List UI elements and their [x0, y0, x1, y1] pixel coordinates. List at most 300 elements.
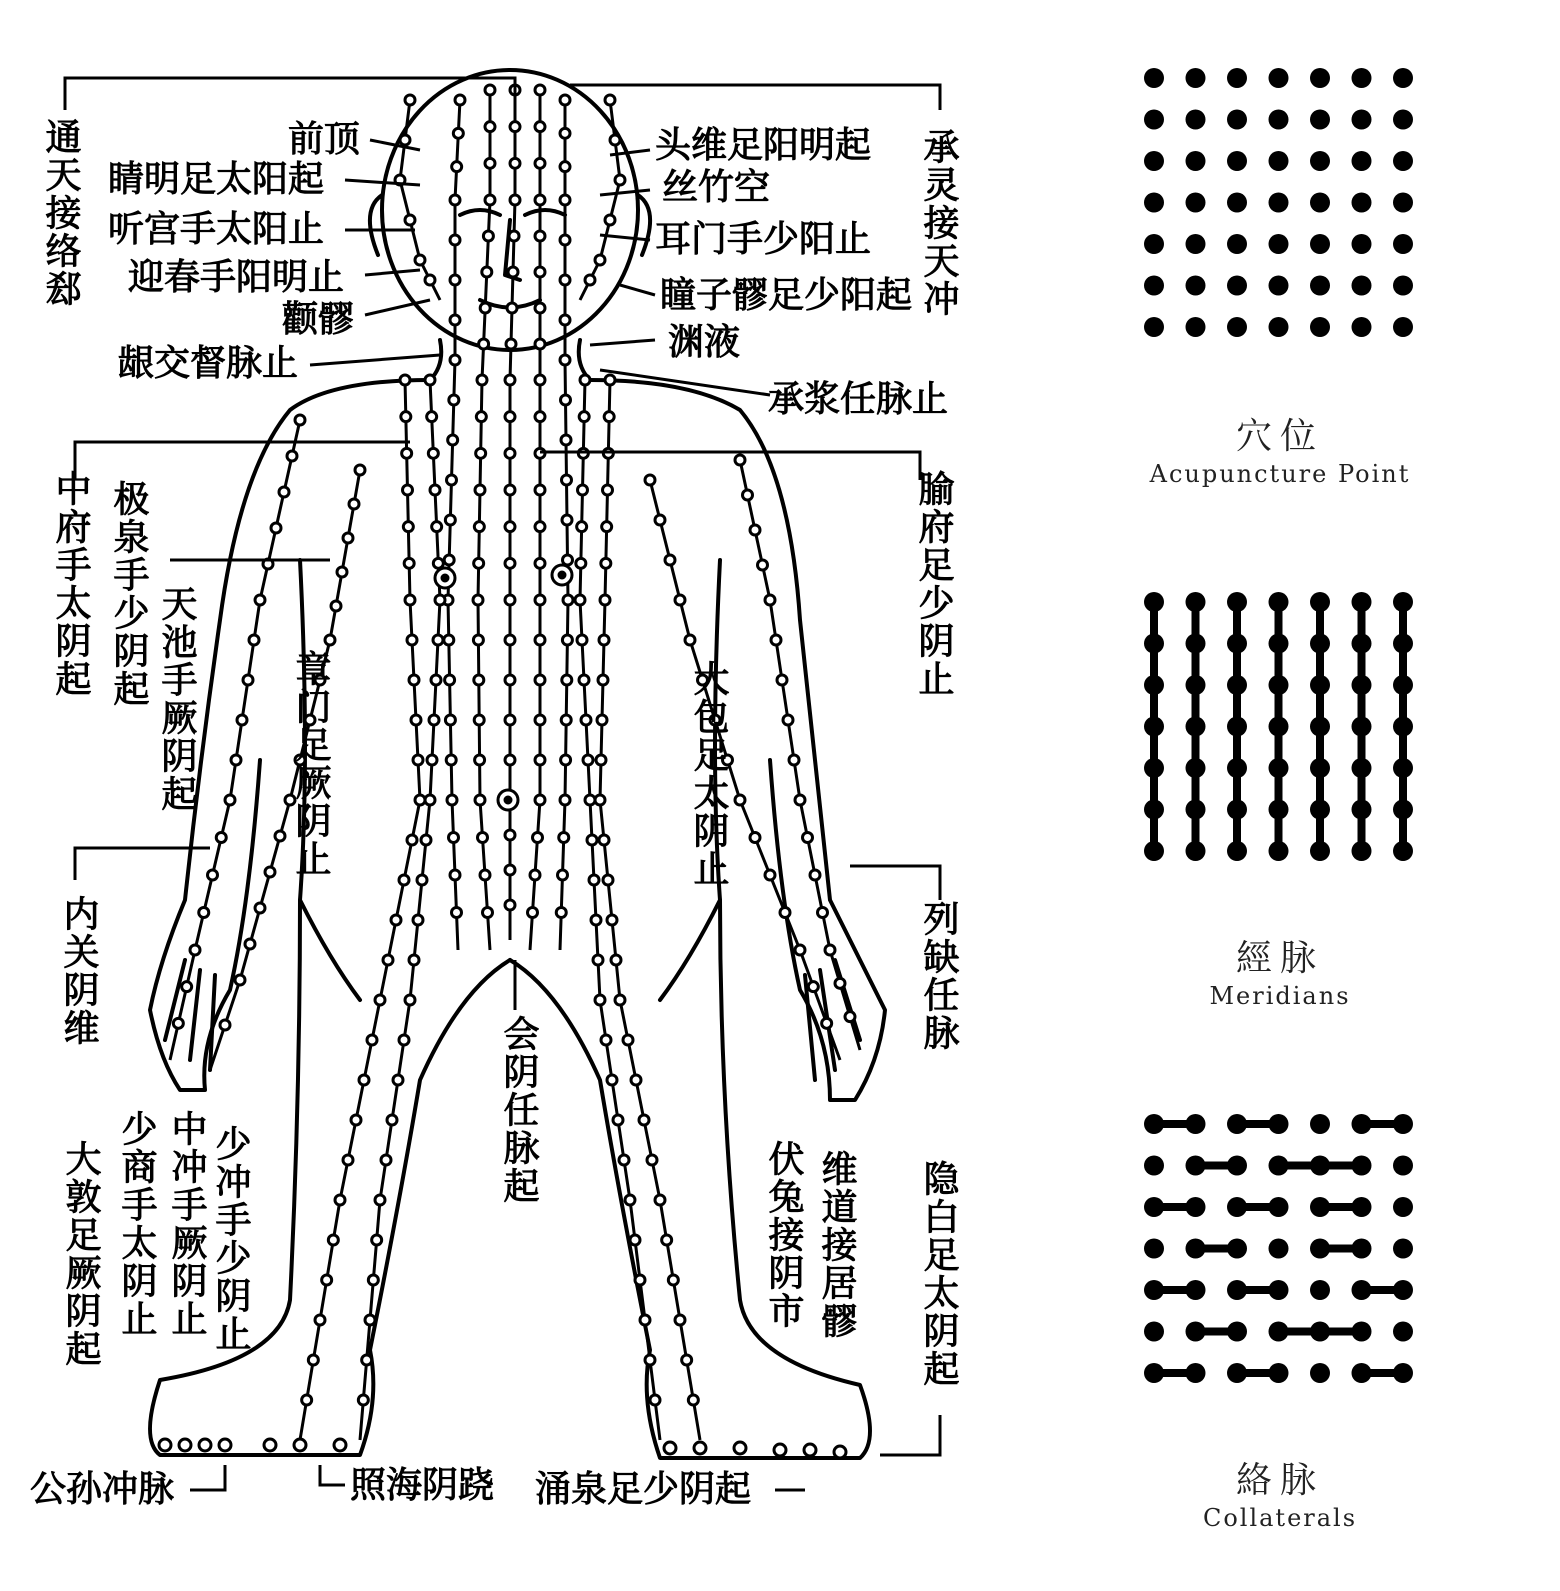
acupoint [602, 522, 612, 532]
acupoint [561, 395, 571, 405]
acupoint [453, 128, 463, 138]
acupoint [381, 1155, 391, 1165]
acupoint [368, 1275, 378, 1285]
acupoint [535, 231, 545, 241]
legend-dot [1269, 234, 1289, 254]
label-neiguan: 内关阴维 [58, 895, 99, 1047]
acupoint [560, 235, 570, 245]
legend-dot [1144, 193, 1164, 213]
acupoint [507, 303, 517, 313]
label-shaochong: 少冲手少阴止 [210, 1125, 251, 1353]
legend-dot [1144, 717, 1164, 737]
legend-dot [1186, 758, 1206, 778]
label-gongsun: 公孙冲脉 [30, 1469, 175, 1510]
acupoint [427, 755, 437, 765]
acupoint [579, 675, 589, 685]
legend-dot [1144, 592, 1164, 612]
legend-dot [1310, 276, 1330, 296]
legend-dot [1186, 717, 1206, 737]
legend-dot [1352, 1322, 1372, 1342]
legend-dot [1310, 717, 1330, 737]
legend-dot [1393, 110, 1413, 130]
acupoint [645, 1355, 655, 1365]
legend-dot [1393, 193, 1413, 213]
acupoint [665, 555, 675, 565]
meridian-line [478, 90, 490, 950]
acupoint [446, 755, 456, 765]
acupoint [675, 1315, 685, 1325]
legend-dot [1186, 1239, 1206, 1259]
legend-dot [1144, 1114, 1164, 1134]
legend-dot [1186, 276, 1206, 296]
acupoint [485, 158, 495, 168]
legend-dot [1310, 1239, 1330, 1259]
legend-dot [1352, 1114, 1372, 1134]
acupoint [476, 448, 486, 458]
acupoint [591, 915, 601, 925]
acupoint [560, 128, 570, 138]
acupoint [563, 555, 573, 565]
label-chengling: 承灵接天冲 [918, 128, 959, 318]
acupoint [399, 875, 409, 885]
acupoint [400, 375, 410, 385]
acupoint [607, 1075, 617, 1085]
acupoint [818, 908, 828, 918]
label-shufu: 腧府足少阴止 [913, 470, 954, 698]
acupoint [562, 475, 572, 485]
acupoint [225, 795, 235, 805]
acupoint [735, 795, 745, 805]
acupoint [413, 915, 423, 925]
acupoint [343, 1155, 353, 1165]
acupoint [619, 1155, 629, 1165]
acupoint [328, 1235, 338, 1245]
acupoint [528, 908, 538, 918]
legend-title-zh: 經脉 [1235, 938, 1324, 979]
acupoint [473, 635, 483, 645]
acupoint [562, 675, 572, 685]
acupoint [429, 715, 439, 725]
acupoint [580, 375, 590, 385]
acupoint [435, 595, 445, 605]
acupoint [685, 635, 695, 645]
legend-dot [1186, 1197, 1206, 1217]
acupoint [407, 835, 417, 845]
acupoint [795, 795, 805, 805]
acupoint [647, 1155, 657, 1165]
label-ermen: 耳门手少阳止 [655, 219, 872, 260]
acupoint [771, 635, 781, 645]
acupoint [559, 572, 565, 578]
label-sizhukong: 丝竹空 [662, 167, 771, 208]
acupoint [765, 870, 775, 880]
legend-dot [1269, 800, 1289, 820]
acupoint [758, 560, 768, 570]
label-yinjiao: 龈交督脉止 [118, 343, 299, 384]
legend-dot [1310, 1363, 1330, 1383]
acupoint [315, 1315, 325, 1325]
acupoint [505, 900, 515, 910]
acupoint [325, 635, 335, 645]
acupoint [610, 135, 620, 145]
label-yinbai: 隐白足太阴起 [918, 1160, 959, 1388]
acupoint [535, 485, 545, 495]
legend-dot [1227, 1114, 1247, 1134]
acupoint [682, 1355, 692, 1365]
acupoint [509, 231, 519, 241]
acupoint [615, 175, 625, 185]
legend-dot [1269, 1156, 1289, 1176]
acupoint [421, 835, 431, 845]
label-shaoshang: 少商手太阴止 [116, 1110, 157, 1338]
legend-dot [1227, 110, 1247, 130]
acupoint [255, 903, 265, 913]
label-zhongchong: 中冲手厥阴止 [166, 1110, 207, 1338]
acupoint [235, 975, 245, 985]
legend-dot [1144, 800, 1164, 820]
acupoint [505, 485, 515, 495]
label-qianding: 前顶 [288, 119, 361, 160]
acupoint [433, 558, 443, 568]
acupoint [578, 485, 588, 495]
acupoint [433, 635, 443, 645]
legend-dot [1269, 68, 1289, 88]
acupoint [593, 955, 603, 965]
acupoint [255, 595, 265, 605]
legend-dot [1186, 841, 1206, 861]
acupoint [444, 555, 454, 565]
legend-dot [1144, 1322, 1164, 1342]
acupoint [804, 1444, 816, 1456]
acupoint [535, 558, 545, 568]
label-chengjiang: 承浆任脉止 [768, 379, 949, 420]
acupoint [734, 1442, 746, 1454]
acupoint [450, 315, 460, 325]
acupoint [425, 375, 435, 385]
legend-dot [1393, 276, 1413, 296]
acupoint [505, 412, 515, 422]
legend-dot [1269, 110, 1289, 130]
acupoint [560, 315, 570, 325]
acupoint [530, 870, 540, 880]
legend-dot [1144, 1363, 1164, 1383]
acupoint [474, 558, 484, 568]
right-body-outline [590, 380, 885, 1100]
acupoint [535, 412, 545, 422]
acupoint [407, 635, 417, 645]
legend [1120, 0, 1440, 1587]
legend-title-zh: 絡脉 [1235, 1460, 1324, 1501]
legend-dot [1310, 317, 1330, 337]
legend-dot [1393, 717, 1413, 737]
legend-dot [1186, 151, 1206, 171]
acupoint [480, 303, 490, 313]
acupoint [505, 830, 515, 840]
acupoint [482, 267, 492, 277]
acupoint [561, 755, 571, 765]
acupoint [795, 945, 805, 955]
meridian-line [510, 90, 515, 940]
acupoint [599, 835, 609, 845]
acupoint [403, 485, 413, 495]
acupoint [583, 755, 593, 765]
acupoint [475, 485, 485, 495]
label-zhangmen: 章门足厥阴止 [290, 650, 331, 878]
legend-dot [1352, 1280, 1372, 1300]
legend-dot [1393, 758, 1413, 778]
legend-dot [1393, 1239, 1413, 1259]
legend-dot [1393, 800, 1413, 820]
meridian-line [300, 380, 420, 1440]
legend-dot [1310, 110, 1330, 130]
acupoint [245, 939, 255, 949]
acupoint [449, 833, 459, 843]
legend-dot [1393, 1197, 1413, 1217]
legend-dot [1144, 151, 1164, 171]
acupoint [485, 195, 495, 205]
legend-dot [1393, 1114, 1413, 1134]
acupoint [452, 162, 462, 172]
label-dadun: 大敦足厥阴起 [60, 1140, 101, 1368]
acupoint [605, 375, 615, 385]
legend-dot [1393, 592, 1413, 612]
acupoint [182, 982, 192, 992]
legend-dot [1352, 193, 1372, 213]
acupoint [442, 575, 448, 581]
acupoint [375, 1195, 385, 1205]
acupoint [596, 755, 606, 765]
acupoint [474, 715, 484, 725]
legend-dot [1269, 1197, 1289, 1217]
acupoint [599, 635, 609, 645]
label-touwei: 头维足阳明起 [655, 125, 872, 166]
acupoint [535, 339, 545, 349]
legend-dot [1352, 800, 1372, 820]
acupoint [294, 1439, 306, 1451]
label-jingming: 睛明足太阳起 [108, 159, 325, 200]
legend-dot [1310, 68, 1330, 88]
label-dabao: 大包足太阴止 [688, 660, 729, 888]
legend-dot [1186, 1156, 1206, 1176]
acupoint [605, 95, 615, 105]
acupoint [479, 339, 489, 349]
acupoint [558, 870, 568, 880]
acupoint [808, 982, 818, 992]
legend-dot [1352, 1156, 1372, 1176]
acupoint [562, 635, 572, 645]
acupoint [362, 1355, 372, 1365]
acupoint [367, 1035, 377, 1045]
acupoint [535, 303, 545, 313]
legend-dot [1352, 234, 1372, 254]
legend-dot [1393, 675, 1413, 695]
acupoint [630, 1235, 640, 1245]
acupoint [607, 915, 617, 925]
legend-dot [1310, 1114, 1330, 1134]
acupoint [835, 978, 845, 988]
acupoint [655, 1195, 665, 1205]
acupoint [611, 955, 621, 965]
legend-dot [1144, 1239, 1164, 1259]
acupoint [562, 515, 572, 525]
acupoint [334, 1439, 346, 1451]
legend-dot [1352, 317, 1372, 337]
acupoint [475, 755, 485, 765]
legend-dot [1227, 317, 1247, 337]
label-huiyin: 会阴任脉起 [498, 1015, 539, 1205]
acupoint [783, 715, 793, 725]
legend-dot [1310, 1156, 1330, 1176]
acupoint [445, 715, 455, 725]
acupoint [475, 795, 485, 805]
legend-dot [1186, 193, 1206, 213]
acupoint [675, 595, 685, 605]
acupoint [623, 1035, 633, 1045]
acupoint [597, 715, 607, 725]
legend-dot [1227, 276, 1247, 296]
acupoint [393, 1075, 403, 1085]
acupoint [179, 1439, 191, 1451]
meridian-line [530, 90, 540, 950]
acupoint [535, 195, 545, 205]
acupoint [575, 595, 585, 605]
legend-dot [1310, 800, 1330, 820]
acupoint [587, 835, 597, 845]
legend-dot [1144, 276, 1164, 296]
label-weidao: 维道接居髎 [816, 1150, 857, 1340]
acupoint [249, 635, 259, 645]
acupoint [208, 870, 218, 880]
acupoint [639, 1115, 649, 1125]
legend-dot [1144, 675, 1164, 695]
legend-dot [1227, 1363, 1247, 1383]
label-yongquan: 涌泉足少阴起 [535, 1469, 752, 1510]
legend-dot [1352, 634, 1372, 654]
legend-dot [1352, 1363, 1372, 1383]
acupoint [199, 1439, 211, 1451]
acupoint [510, 195, 520, 205]
legend-dot [1227, 1197, 1247, 1217]
acupoint [415, 255, 425, 265]
legend-dot [1186, 317, 1206, 337]
acupoint [505, 675, 515, 685]
legend-dot [1144, 234, 1164, 254]
legend-title-en: Acupuncture Point [1149, 460, 1411, 488]
acupoint [668, 1275, 678, 1285]
acupoint [405, 595, 415, 605]
legend-dot [1269, 276, 1289, 296]
acupoint [483, 908, 493, 918]
acupoint [563, 595, 573, 605]
acupoint [664, 1442, 676, 1454]
acupoint [237, 715, 247, 725]
acupoint [595, 255, 605, 265]
acupoint [505, 558, 515, 568]
legend-dot [1269, 151, 1289, 171]
legend-dot [1393, 1156, 1413, 1176]
acupoint [585, 275, 595, 285]
acupoint [264, 1439, 276, 1451]
acupoint [450, 195, 460, 205]
acupoint [655, 515, 665, 525]
legend-dot [1352, 68, 1372, 88]
acupoint [589, 875, 599, 885]
acupoint [449, 395, 459, 405]
acupoint [535, 715, 545, 725]
acupoint [535, 635, 545, 645]
label-tianchi: 天池手厥阴起 [156, 585, 197, 813]
acupoint [613, 1115, 623, 1125]
legend-dot [1144, 1280, 1164, 1300]
acupoint [359, 1075, 369, 1085]
legend-dot [1352, 758, 1372, 778]
acupoint [750, 525, 760, 535]
acupoint [601, 558, 611, 568]
legend-dot [1269, 675, 1289, 695]
acupoint [400, 135, 410, 145]
acupoint [351, 1115, 361, 1125]
acupoint [505, 755, 515, 765]
meridian-line [600, 380, 700, 1440]
acupoint [199, 908, 209, 918]
acupoint [600, 595, 610, 605]
acupoint [535, 122, 545, 132]
legend-dot [1352, 1197, 1372, 1217]
acupoint [535, 267, 545, 277]
legend-dot [1186, 675, 1206, 695]
legend-dot [1186, 1280, 1206, 1300]
acupoint [425, 795, 435, 805]
legend-dot [1393, 317, 1413, 337]
acupoint [579, 412, 589, 422]
acupoint [355, 465, 365, 475]
legend-dot [1310, 193, 1330, 213]
acupoint [560, 795, 570, 805]
acupoint [447, 475, 457, 485]
legend-dot [1269, 1114, 1289, 1134]
acupoint [561, 715, 571, 725]
acupoint [508, 267, 518, 277]
acupoint [231, 755, 241, 765]
label-jiquan: 极泉手少阴起 [108, 480, 149, 708]
acupoint [577, 522, 587, 532]
label-tongziliao: 瞳子髎足少阳起 [660, 275, 913, 316]
acupoint [535, 158, 545, 168]
acupoint [159, 1439, 171, 1451]
legend-dot [1393, 234, 1413, 254]
legend-dot [1186, 1322, 1206, 1342]
legend-dot [1144, 1156, 1164, 1176]
legend-dot [1227, 151, 1247, 171]
acupoint [560, 195, 570, 205]
legend-dot [1393, 68, 1413, 88]
acupoint [735, 455, 745, 465]
acupoint [535, 755, 545, 765]
acupoint [505, 595, 515, 605]
acupoint [432, 522, 442, 532]
acupoint [417, 875, 427, 885]
legend-dot [1227, 193, 1247, 213]
acupoint [322, 1275, 332, 1285]
acupoint [780, 908, 790, 918]
acupoint [425, 275, 435, 285]
acupoint [448, 435, 458, 445]
acupoint [640, 1315, 650, 1325]
acupoint [411, 715, 421, 725]
acupoint [405, 95, 415, 105]
legend-dot [1310, 758, 1330, 778]
acupoint [343, 533, 353, 543]
